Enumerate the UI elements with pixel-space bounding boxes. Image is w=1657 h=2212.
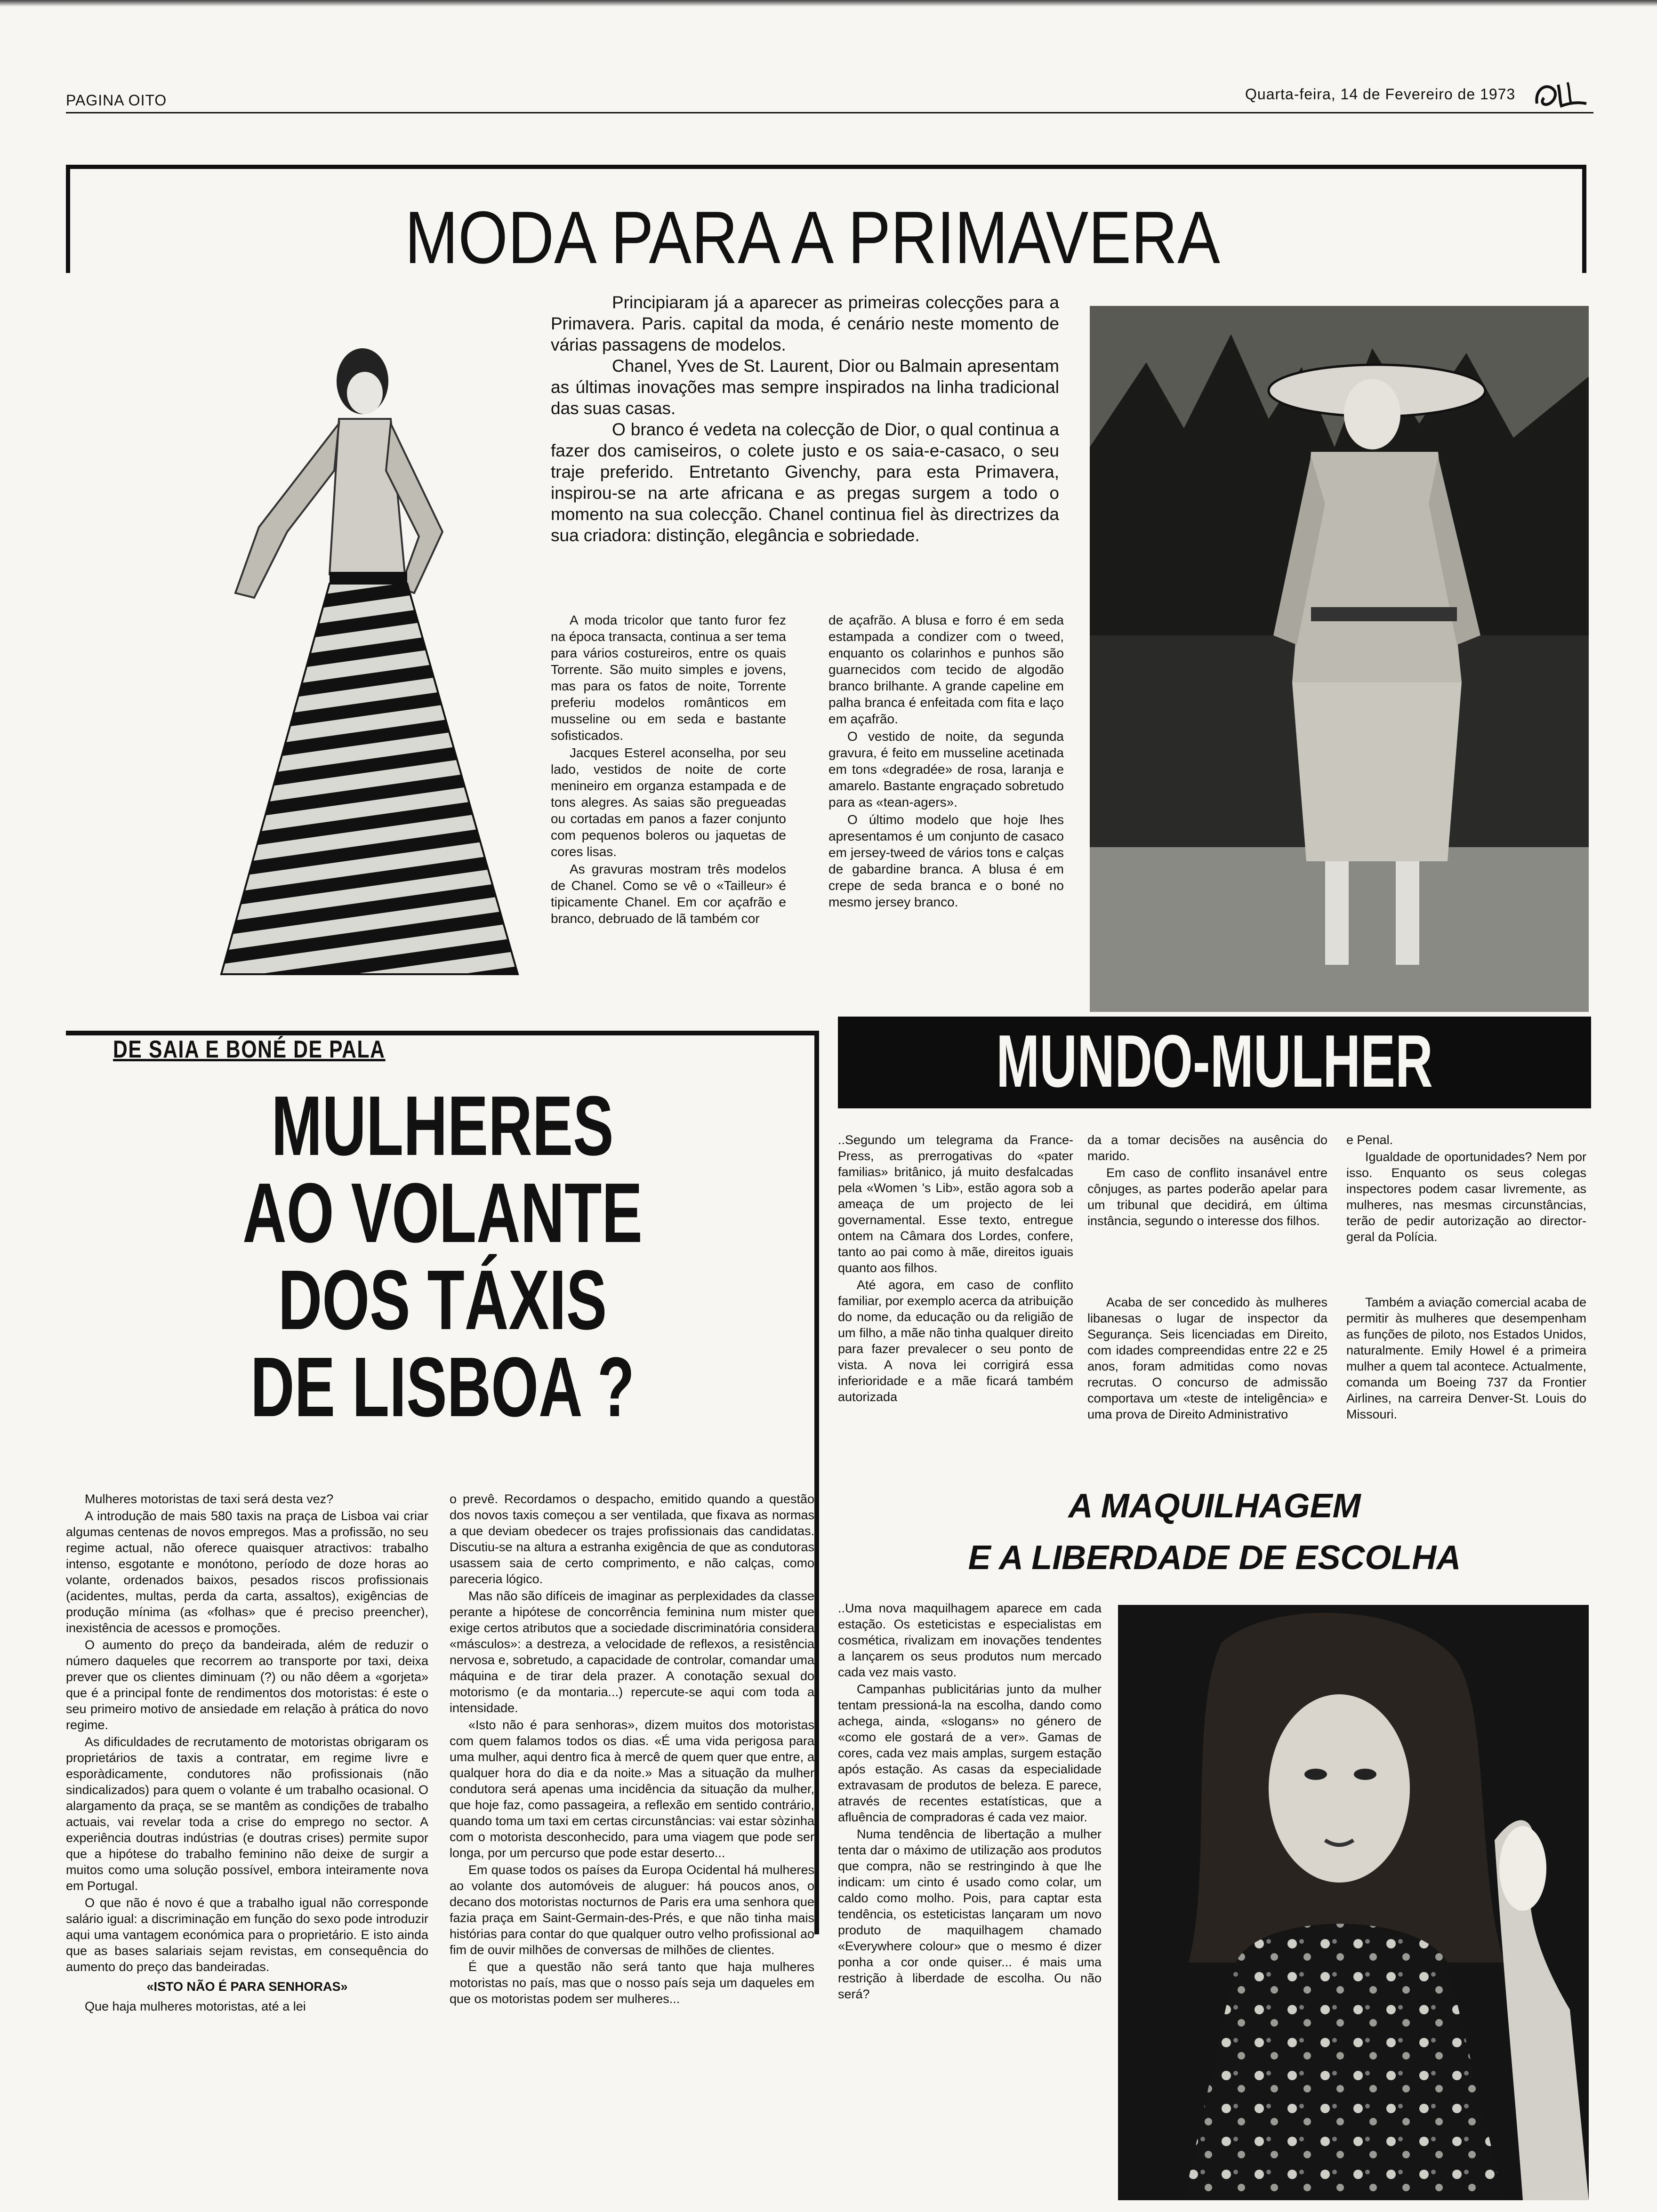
taxis-paragraph: A introdução de mais 580 taxis na praça de Lisboa vai criar algumas centenas de novos empregos. Mas a profissão, no seu regime actual, não oferece quaisquer atractivos: trabalho intenso, esgotante e monótono, período de doze horas ao volante, ordenados baixos, pesados riscos profissionais (acidentes, multas, perda da carta, assaltos), exigências de produção mínima (as «folhas» que é preciso preencher), inexistência de acessos e promoções.	[66, 1509, 428, 1635]
moda-frame-top	[66, 165, 1586, 169]
mundo-column-1	[838, 1132, 1073, 1406]
maquilhagem-headline-2-text: E A LIBERDADE DE ESCOLHA	[968, 1539, 1461, 1577]
photo-evening-dress	[179, 329, 537, 988]
taxis-headline-line: MULHERES	[271, 1079, 614, 1173]
mundo-paragraph: da a tomar decisões na ausência do marido.	[1087, 1133, 1327, 1163]
header-rule	[66, 112, 1593, 113]
taxis-headline-line: DOS TÁXIS	[278, 1253, 607, 1347]
taxis-paragraph: «Isto não é para senhoras», dizem muitos dos motoristas com quem falamos todos os dias. «É uma vida perigosa para uma mulher, aqui dentro fica à mercê de quem quer que entre, a qualquer hora do dia e da noite.» Mas a situação da mulher condutora será apenas uma incidência da situação da mulher, que hoje faz, como passageira, a reflexão em sentido contrário, quando toma um taxi em certas circunstâncias: vai estar sòzinha com o motorista desconhecido, para uma viagem que pode ser longa, por um percurso que pode estar deserto...	[450, 1718, 814, 1860]
maquilhagem-headline-1-text: A MAQUILHAGEM	[1068, 1487, 1361, 1525]
photo-woman-portrait	[1118, 1605, 1589, 2200]
moda-column-1	[551, 612, 786, 928]
maquilhagem-paragraph: Campanhas publicitárias junto da mulher tentam pressioná-la na escolha, dando como achega, ainda, «slogans» no género de «como ele gostará de a ver». Gamas de cores, cada vez mais amplas, surgem estação após estação. As casas da especialidade extravasam de produtos de beleza. E parece, através de recentes estatísticas, que a afluência de compradoras é cada vez maior.	[838, 1682, 1102, 1824]
moda-column-2	[828, 612, 1064, 911]
moda-paragraph: As gravuras mostram três modelos de Chanel. Como se vê o «Tailleur» é tipicamente Chanel. Em cor açafrão e branco, debruado de lã também cor	[551, 862, 786, 926]
photo-chanel-tailleur	[1090, 306, 1589, 1012]
taxis-paragraph: As dificuldades de recrutamento de motoristas obrigaram os proprietários de taxis a contratar, em regime livre e esporàdicamente, condutores não profissionais (não sindicalizados) para quem o volante é um trabalho ocasional. O alargamento da praça, se se mantêm as condições de trabalho actuais, vai revelar toda a crise do emprego no sector. A experiência doutras indústrias (e doutras crises) permite supor que a hipótese do trabalho feminino não deixe de surgir a muitos como uma solução possível, embora inteiramente nova em Portugal.	[66, 1735, 428, 1893]
mundo-paragraph: Em caso de conflito insanável entre cônjuges, as partes poderão apelar para um tribunal que decidirá, em última instância, segundo o interesse dos filhos.	[1087, 1166, 1327, 1228]
moda-intro-paragraph: Chanel, Yves de St. Laurent, Dior ou Balmain apresentam as últimas inovações mas sempre inspirados na linha tradicional das suas casas.	[551, 356, 1059, 418]
mundo-paragraph: Também a aviação comercial acaba de permitir às mulheres que desempenham as funções de piloto, nos Estados Unidos, naturalmente. Emily Howel é a primeira mulher a quem tal acontece. Actualmente, comanda um Boeing 737 da Frontier Airlines, na carreira Denver-St. Louis do Missouri.	[1346, 1295, 1586, 1421]
mundo-column-2b	[1087, 1294, 1327, 1423]
newspaper-logo	[1532, 75, 1593, 113]
moda-paragraph: O vestido de noite, da segunda gravura, é feito em musseline acetinada em tons «degradée» de rosa, laranja e amarelo. Bastante engraçado sobretudo para as «tean-agers».	[828, 729, 1064, 809]
moda-intro	[551, 292, 1059, 546]
taxis-paragraph: O aumento do preço da bandeirada, além de reduzir o número daqueles que recorrem ao transporte por taxi, deixa prever que os clientes diminuam (?) ou não dêem a «gorjeta» que é a principal fonte de rendimentos dos motoristas: é este o seu primeiro motivo de ansiedade em relação à prática do novo regime.	[66, 1638, 428, 1732]
moda-paragraph: O último modelo que hoje lhes apresentamos é um conjunto de casaco em jersey-tweed de vários tons e calças de gabardine branca. A blusa é em crepe de seda branca e o boné no mesmo jersey branco.	[828, 812, 1064, 909]
mundo-paragraph: Acaba de ser concedido às mulheres libanesas o lugar de inspector da Segurança. Seis licenciadas em Direito, com idades compreendidas entre 22 e 25 anos, foram admitidas como novas recrutas. O concurso de admissão comportava um «teste de inteligência» e uma prova de Direito Administrativo	[1087, 1295, 1327, 1421]
moda-frame-left	[66, 165, 70, 273]
maquilhagem-column	[838, 1600, 1102, 2003]
taxis-paragraph: É que a questão não será tanto que haja mulheres motoristas no país, mas que o nosso país seja um daqueles em que os motoristas podem ser mulheres...	[450, 1960, 814, 2006]
moda-frame-right	[1582, 165, 1586, 273]
maquilhagem-paragraph: Numa tendência de libertação a mulher tenta dar o máximo de utilização aos produtos que compra, não se restringindo à que lhe indicam: um cinto é usado como colar, um caldo como molho. Pois, para captar esta tendência, os esteticistas lançaram um novo produto de maquilhagem chamado «Everywhere colour» que o mesmo é dizer ponha a cor onde quiser... é mais uma restrição à liberdade de escolha. Ou não será?	[838, 1827, 1102, 2001]
mundo-paragraph: Igualdade de oportunidades? Nem por isso. Enquanto os seus colegas inspectores podem casar livremente, as mulheres, nas mesmas circunstâncias, terão de pedir autorização ao director-geral da Polícia.	[1346, 1150, 1586, 1244]
moda-intro-paragraph: O branco é vedeta na colecção de Dior, o qual continua a fazer dos camiseiros, o colete justo e os saia-e-casaco, o seu traje preferido. Entretanto Givenchy, para esta Primavera, inspirou-se na arte africana e as pregas surgem a todo o momento na sua colecção. Chanel continua fiel às directrizes da sua criadora: distinção, elegância e sobriedade.	[551, 420, 1059, 545]
maquilhagem-headline-2	[838, 1537, 1591, 1579]
taxis-column-1	[66, 1491, 428, 2015]
moda-paragraph: de açafrão. A blusa e forro é em seda estampada a condizer com o tweed, enquanto os colarinhos e punhos são guarnecidos com tecido de algodão branco brilhante. A grande capeline em palha branca é enfeitada com fita e laço em açafrão.	[828, 613, 1064, 726]
taxis-paragraph: o prevê. Recordamos o despacho, emitido quando a questão dos novos taxis começou a ser ventilada, que fixava as normas a que deviam obedecer os trajes profissionais das candidatas. Discutiu-se na altura a estranha exigência de que as condutoras usassem saia de certo comprimento, e não calças, como pareceria lógico.	[450, 1492, 814, 1586]
moda-intro-paragraph: Principiaram já a aparecer as primeiras colecções para a Primavera. Paris. capital da moda, é cenário neste momento de várias passagens de modelos.	[551, 293, 1059, 354]
maquilhagem-paragraph: ..Uma nova maquilhagem aparece em cada estação. Os esteticistas e especialistas em cosmética, rivalizam em inovações tendentes a lançarem os seus produtos num mercado cada vez mais vasto.	[838, 1601, 1102, 1679]
taxis-kicker: DE SAIA E BONÉ DE PALA	[113, 1036, 386, 1063]
mundo-paragraph: ..Segundo um telegrama da France-Press, as prerrogativas do «pater familias» britânico, já muito desfalcadas pela «Women 's Lib», estão agora sob a ameaça de um projecto de lei governamental. Esse texto, entregue ontem na Câmara dos Lordes, confere, tanto ao pai como à mãe, direitos iguais quanto aos filhos.	[838, 1133, 1073, 1275]
mundo-column-3b	[1346, 1294, 1586, 1423]
taxis-headline-line: DE LISBOA ?	[250, 1340, 635, 1435]
scan-edge	[0, 0, 1657, 7]
issue-date: Quarta-feira, 14 de Fevereiro de 1973	[1245, 86, 1516, 103]
mundo-paragraph: e Penal.	[1346, 1133, 1393, 1147]
mundo-banner	[838, 1017, 1591, 1108]
mundo-column-2a	[1087, 1132, 1327, 1230]
taxis-column-2	[450, 1491, 814, 2008]
moda-title	[405, 196, 1346, 285]
mundo-paragraph: Até agora, em caso de conflito familiar, por exemplo acerca da atribuição do nome, da educação ou da religião de um filho, a mãe não tinha qualquer direito para fazer prevalecer o seu ponto de vista. A nova lei corrigirá essa inferioridade e a mãe ficará também autorizada	[838, 1278, 1073, 1404]
page-label: PAGINA OITO	[66, 92, 167, 109]
moda-paragraph: Jacques Esterel aconselha, por seu lado, vestidos de noite de corte menineiro em organza estampada e de tons alegres. As saias são pregueadas ou cortadas em panos a fazer conjunto com pequenos boleros ou jaquetas de cores lisas.	[551, 745, 786, 859]
taxis-headline	[160, 1079, 725, 1435]
taxis-paragraph: Mas não são difíceis de imaginar as perplexidades da classe perante a hipótese de concorrência feminina num mister que exige certos atributos que a sociedade discriminatória considera «másculos»: a destreza, a velocidade de reflexos, a resistência nervosa e, sobretudo, a capacidade de controlar, comandar uma máquina e de tirar dela prazer. A conotação sexual do motorismo (e da montaria...) repercute-se aqui com toda a intensidade.	[450, 1589, 814, 1715]
taxis-subhead: «ISTO NÃO É PARA SENHORAS»	[146, 1980, 348, 1994]
moda-title-text: MODA PARA A PRIMAVERA	[405, 196, 1220, 279]
taxis-paragraph: Em quase todos os países da Europa Ocidental há mulheres ao volante dos automóveis de aluguer: há poucos anos, o decano dos motoristas nocturnos de Paris era uma senhora que fazia praça em Saint-Germain-des-Prés, e que não tinha mais histórias para contar do que qualquer outro velho profissional ao fim de ouvir milhões de conversas de milhões de clientes.	[450, 1863, 814, 1957]
taxis-headline-line: AO VOLANTE	[242, 1166, 643, 1260]
moda-paragraph: A moda tricolor que tanto furor fez na época transacta, continua a ser tema para vários costureiros, entre os quais Torrente. São muito simples e jovens, mas para os fatos de noite, Torrente preferiu modelos românticos em musseline ou em seda e bastante sofisticados.	[551, 613, 786, 743]
mundo-column-3a	[1346, 1132, 1586, 1246]
taxis-paragraph: O que não é novo é que a trabalho igual não corresponde salário igual: a discriminação em função do sexo pode introduzir aqui uma vantagem económica para o proprietário. E isto ainda que as bases salariais sejam revistas, em consequência do aumento do preço das bandeiradas.	[66, 1896, 428, 1974]
mundo-title: MUNDO-MULHER	[996, 1020, 1433, 1103]
taxis-paragraph: Que haja mulheres motoristas, até a lei	[85, 1999, 306, 2013]
maquilhagem-headline-1	[838, 1485, 1591, 1527]
taxis-paragraph: Mulheres motoristas de taxi será desta vez?	[85, 1492, 334, 1506]
